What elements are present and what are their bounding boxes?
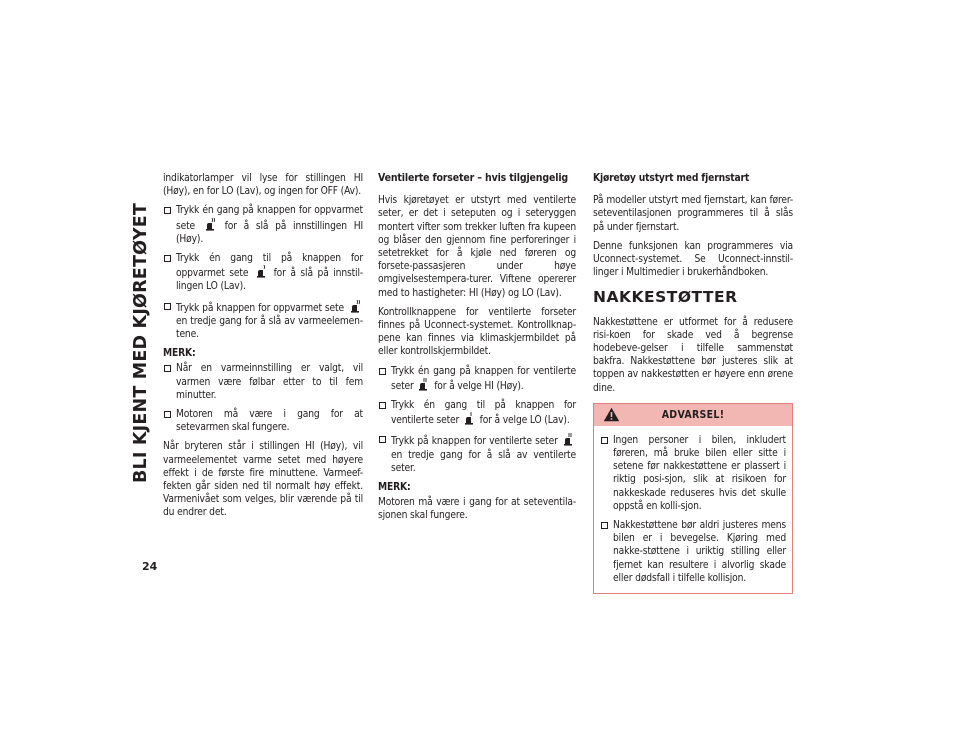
body-paragraph: Denne funksjonen kan programmeres via Uconnect-systemet. Se Uconnect-innstil-linger i Multimedier i brukerhåndboken. [593,240,793,279]
note-label: MERK: [378,482,411,494]
ventilated-seat-icon [464,412,475,425]
warning-title: ADVARSEL! [661,408,725,421]
note-text: Motoren må være i gang for at seteventila-sjonen skal fungere. [378,497,576,522]
column-3 [593,172,793,594]
warning-item: Ingen personer i bilen, inkludert føreren, må bruke bilen eller sitte i setene før nakkestøttene er plassert i riktig posi-sjon, slik at risikoen for nakkeskade reduseres hvis det skulle oppstå en kolli-sjon. [600,434,786,513]
warning-header [594,404,792,426]
closing-paragraph: Når bryteren står i stillingen HI (Høy), vil varmeelementet varme setet med høyere effekt i de første fire minuttene. Varmeef-fekten går siden ned til normalt høy effekt. Varmenivået som velges, blir værende på til du endrer det. [163,441,363,519]
page-number: 24 [142,560,158,573]
heated-seat-icon [349,300,361,313]
body-paragraph: Hvis kjøretøyet er utstyrt med ventilerte seter, er det i seteputen og i seteryggen montert vifter som trekker luften fra kupeen og blåser den gjennom fine perforeringer i setetrekket for å kjøle ned føreren og forsete-passasjeren under høye omgivelsestempera-turer. Viftene opererer med to hastigheter: HI (Høy) og LO (Lav). [378,195,576,299]
chapter-title-text: BLI KJENT MED KJØRETØYET [131,202,151,483]
column-1 [163,172,363,526]
body-paragraph: På modeller utstyrt med fjernstart, kan fører-seteventilasjonen programmeres til å slås på under fjernstart. [593,195,793,233]
ventilated-seat-icon [563,433,574,446]
warning-box [593,403,793,594]
heated-seat-icon [255,265,267,278]
ventilated-seat-bullet-1: Trykk én gang på knappen for ventilerte seter for å velge HI (Høy). [378,365,576,393]
section-heading: Ventilerte forseter – hvis tilgjengelig [378,172,569,184]
ventilated-seat-bullet-2: Trykk én gang til på knappen for ventilerte seter for å velge LO (Lav). [378,399,576,427]
section-heading: NAKKESTØTTER [593,288,738,307]
heated-seat-bullet-3: Trykk på knappen for oppvarmet sete en tredje gang for å slå av varmeelemen-tene. [163,300,363,342]
note-bullet: Motoren må være i gang for at setevarmen skal fungere. [163,408,363,434]
column-2 [378,172,576,529]
warning-item: Nakkestøttene bør aldri justeres mens bilen er i bevegelse. Kjøring med nakke-støttene i uriktig stilling eller fjernet kan resultere i alvorlig skade eller dødsfall i tilfelle kollisjon. [600,519,786,585]
heated-seat-icon [204,218,216,231]
ventilated-seat-bullet-3: Trykk på knappen for ventilerte seter en tredje gang for å slå av ventilerte seter. [378,433,576,475]
note-bullet: Når en varmeinnstilling er valgt, vil varmen være følbar etter to til fem minutter. [163,362,363,402]
heated-seat-bullet-1: Trykk én gang på knappen for oppvarmet sete for å slå på innstillingen HI (Høy). [163,204,363,246]
body-paragraph: Kontrollknappene for ventilerte forseter finnes på Uconnect-systemet. Kontrollknap-pene kan finnes via klimaskjermbildet på eller kontrollskjermbildet. [378,306,576,358]
ventilated-seat-icon [418,378,429,391]
heated-seat-bullet-2: Trykk én gang til på knappen for oppvarmet sete for å slå på innstil-lingen LO (Lav). [163,252,363,294]
warning-triangle-icon [603,407,620,422]
body-paragraph: Nakkestøttene er utformet for å redusere risi-koen for skade ved å begrense hodebeve-gelser i tilfelle sammenstøt bakfra. Nakkestøttene bør justeres slik at toppen av nakkestøtten er høyere enn ørene dine. [593,316,793,394]
note-label: MERK: [163,348,196,360]
warning-body [594,426,792,593]
intro-paragraph: indikatorlamper vil lyse for stillingen HI (Høy), en for LO (Lav), og ingen for OFF (Av). [163,173,363,198]
subsection-heading: Kjøretøy utstyrt med fjernstart [593,173,750,184]
chapter-side-title [128,160,154,525]
